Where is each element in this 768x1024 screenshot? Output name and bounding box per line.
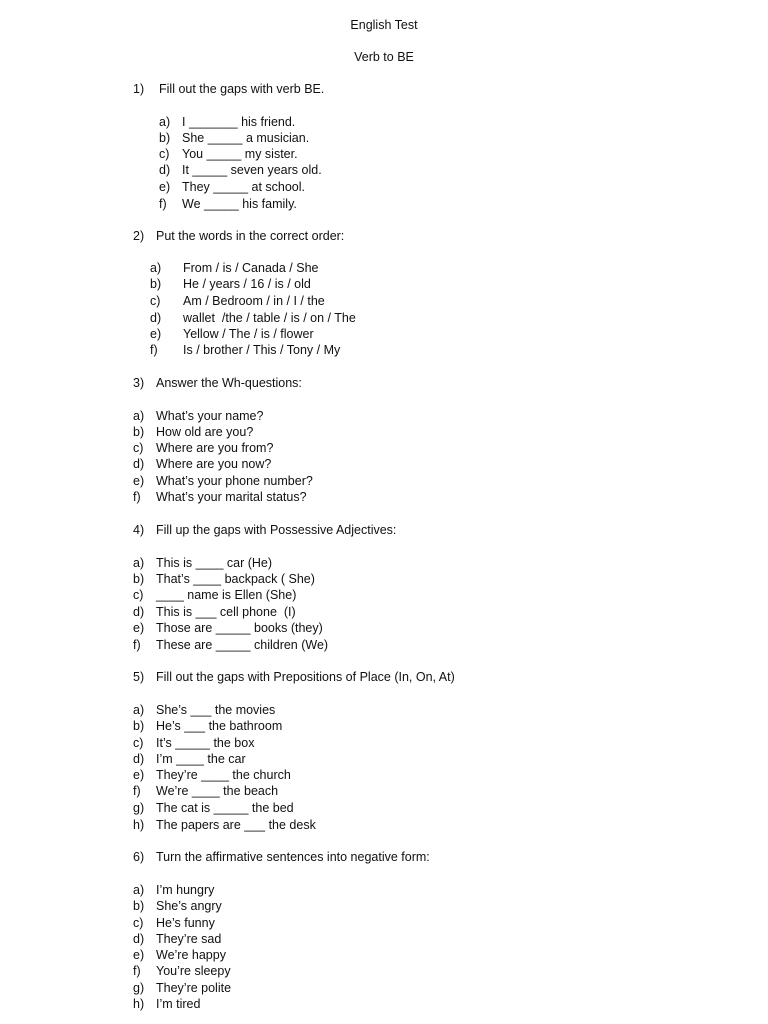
item-letter: g) — [133, 981, 145, 995]
item-letter: b) — [133, 719, 145, 733]
item-letter: c) — [133, 916, 144, 930]
section-heading: Fill out the gaps with verb BE. — [159, 82, 325, 96]
item-letter: e) — [133, 768, 145, 782]
item-letter: d) — [133, 752, 145, 766]
item-text: What’s your name? — [156, 409, 264, 423]
item-letter: b) — [133, 425, 145, 439]
item-text: Am / Bedroom / in / I / the — [183, 294, 325, 308]
item-letter: e) — [133, 474, 145, 488]
item-letter: f) — [150, 343, 158, 357]
item-letter: f) — [133, 784, 141, 798]
item-text: This is ___ cell phone (I) — [156, 605, 296, 619]
item-letter: a) — [159, 115, 171, 129]
item-text: They’re sad — [156, 932, 222, 946]
item-letter: c) — [133, 588, 144, 602]
item-text: From / is / Canada / She — [183, 261, 319, 275]
item-text: The papers are ___ the desk — [156, 818, 316, 832]
item-text: What’s your phone number? — [156, 474, 313, 488]
item-letter: c) — [133, 441, 144, 455]
item-letter: a) — [133, 556, 145, 570]
item-letter: d) — [133, 605, 145, 619]
item-text: We _____ his family. — [182, 197, 297, 211]
item-text: Where are you from? — [156, 441, 274, 455]
item-text: Yellow / The / is / flower — [183, 327, 314, 341]
item-letter: a) — [133, 409, 145, 423]
item-letter: b) — [133, 899, 145, 913]
item-text: The cat is _____ the bed — [156, 801, 294, 815]
item-text: She _____ a musician. — [182, 131, 310, 145]
item-text: He’s ___ the bathroom — [156, 719, 283, 733]
item-letter: b) — [159, 131, 171, 145]
item-text: wallet /the / table / is / on / The — [183, 311, 356, 325]
item-letter: a) — [133, 883, 145, 897]
item-letter: h) — [133, 818, 145, 832]
section-heading: Fill up the gaps with Possessive Adjectives: — [156, 523, 397, 537]
item-letter: d) — [150, 311, 162, 325]
item-letter: f) — [133, 638, 141, 652]
item-letter: g) — [133, 801, 145, 815]
section-heading: Turn the affirmative sentences into negative form: — [156, 850, 430, 864]
item-letter: h) — [133, 997, 145, 1011]
item-letter: e) — [150, 327, 162, 341]
item-text: ____ name is Ellen (She) — [156, 588, 297, 602]
item-letter: e) — [133, 621, 145, 635]
item-text: You’re sleepy — [156, 964, 231, 978]
item-text: That’s ____ backpack ( She) — [156, 572, 315, 586]
item-text: He’s funny — [156, 916, 215, 930]
section-number: 4) — [133, 523, 145, 537]
item-text: We’re happy — [156, 948, 226, 962]
item-letter: b) — [133, 572, 145, 586]
item-text: Is / brother / This / Tony / My — [183, 343, 341, 357]
item-letter: d) — [133, 457, 145, 471]
item-letter: f) — [133, 490, 141, 504]
item-letter: d) — [133, 932, 145, 946]
item-letter: e) — [133, 948, 145, 962]
document-title: English Test — [350, 18, 418, 32]
section-number: 2) — [133, 229, 145, 243]
item-text: She’s ___ the movies — [156, 703, 276, 717]
item-text: This is ____ car (He) — [156, 556, 273, 570]
item-text: They’re ____ the church — [156, 768, 291, 782]
item-text: It’s _____ the box — [156, 736, 255, 750]
section-number: 5) — [133, 670, 145, 684]
item-text: You _____ my sister. — [182, 147, 298, 161]
item-letter: a) — [133, 703, 145, 717]
item-text: We’re ____ the beach — [156, 784, 279, 798]
section-heading: Answer the Wh-questions: — [156, 376, 302, 390]
document-subtitle: Verb to BE — [354, 50, 414, 64]
item-letter: a) — [150, 261, 162, 275]
item-text: I’m hungry — [156, 883, 215, 897]
item-text: How old are you? — [156, 425, 254, 439]
item-text: I’m tired — [156, 997, 201, 1011]
item-letter: c) — [133, 736, 144, 750]
item-text: These are _____ children (We) — [156, 638, 329, 652]
item-text: She’s angry — [156, 899, 222, 913]
item-letter: e) — [159, 180, 171, 194]
item-letter: c) — [150, 294, 161, 308]
item-text: Where are you now? — [156, 457, 272, 471]
item-letter: f) — [133, 964, 141, 978]
item-letter: f) — [159, 197, 167, 211]
section-number: 1) — [133, 82, 145, 96]
item-text: He / years / 16 / is / old — [183, 277, 311, 291]
item-text: They _____ at school. — [182, 180, 305, 194]
section-number: 6) — [133, 850, 145, 864]
section-heading: Put the words in the correct order: — [156, 229, 345, 243]
item-text: Those are _____ books (they) — [156, 621, 323, 635]
item-text: I’m ____ the car — [156, 752, 246, 766]
item-text: It _____ seven years old. — [182, 163, 322, 177]
section-number: 3) — [133, 376, 145, 390]
item-letter: d) — [159, 163, 171, 177]
item-letter: b) — [150, 277, 162, 291]
item-text: They’re polite — [156, 981, 232, 995]
item-letter: c) — [159, 147, 170, 161]
item-text: I _______ his friend. — [182, 115, 296, 129]
section-heading: Fill out the gaps with Prepositions of Place (In, On, At) — [156, 670, 455, 684]
item-text: What’s your marital status? — [156, 490, 307, 504]
